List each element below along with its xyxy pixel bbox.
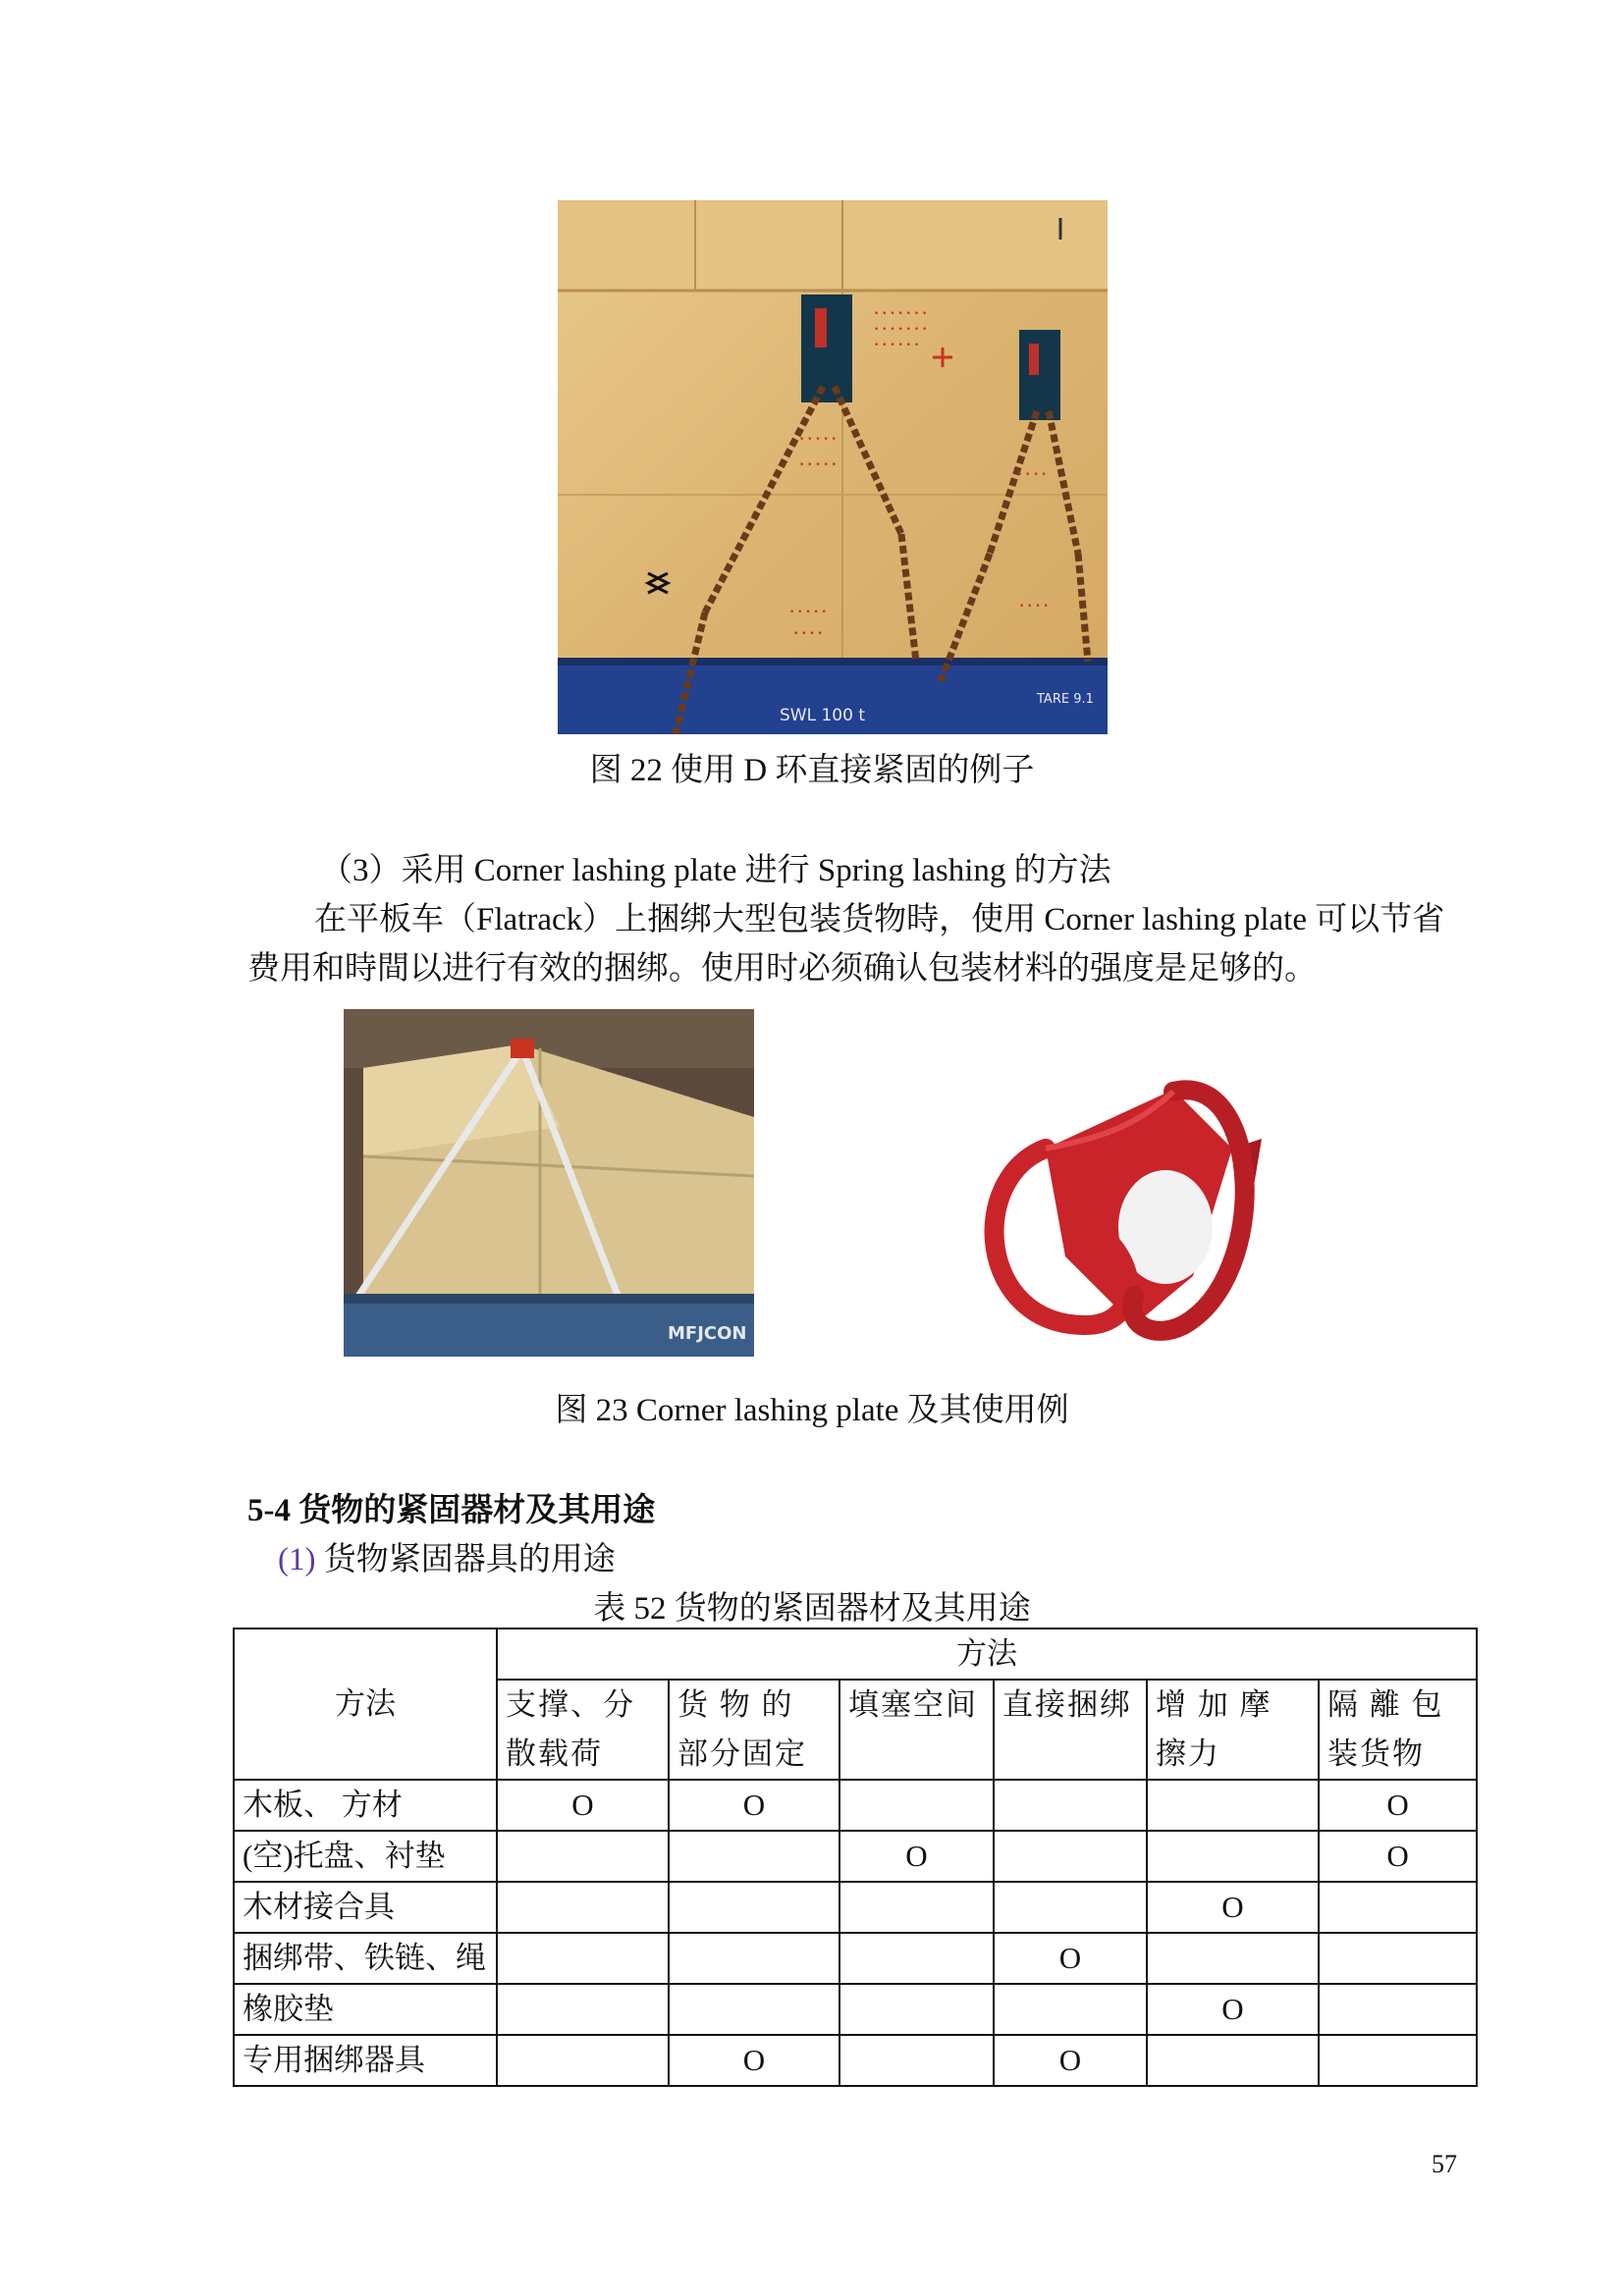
table-cell — [1147, 1831, 1319, 1882]
table-cell — [669, 1984, 839, 2035]
table-cell — [1319, 2035, 1477, 2086]
svg-text:• • • • • •: • • • • • • — [874, 341, 920, 350]
table-cell — [497, 1984, 669, 2035]
table-row — [234, 1933, 1477, 1984]
row-label: 专用捆绑器具 — [234, 2035, 497, 2086]
table-cell — [497, 1933, 669, 1984]
table-corner-header: 方法 — [234, 1629, 497, 1780]
column-header: 货 物 的 部分固定 — [669, 1680, 839, 1780]
table-row — [234, 2035, 1477, 2086]
table-cell — [497, 1882, 669, 1933]
subsection-1-heading — [278, 1533, 616, 1579]
page-number: 57 — [1432, 2150, 1457, 2178]
table-cell: O — [669, 1780, 839, 1831]
subsection-number: (1) — [278, 1542, 316, 1577]
svg-text:• • • • • • •: • • • • • • • — [874, 325, 928, 335]
table-cell — [669, 1831, 839, 1882]
svg-text:• • • • •: • • • • • — [789, 608, 827, 617]
table-cell: O — [994, 1933, 1147, 1984]
table-cell — [839, 2035, 994, 2086]
row-label: 木板、 方材 — [234, 1780, 497, 1831]
row-label: 捆绑带、铁链、绳 — [234, 1933, 497, 1984]
table-cell — [994, 1831, 1147, 1882]
swl-marking: SWL 100 t — [780, 706, 865, 725]
svg-text:• • • • •: • • • • • — [799, 435, 837, 445]
table-cell — [669, 1933, 839, 1984]
row-label: 木材接合具 — [234, 1882, 497, 1933]
table-cell — [839, 1933, 994, 1984]
table-cell: O — [1147, 1882, 1319, 1933]
column-header: 直接捆绑 — [994, 1680, 1147, 1780]
table-cell — [497, 2035, 669, 2086]
section-3-body-line-2: 费用和時間以进行有效的捆绑。使用时必须确认包装材料的强度是足够的。 — [247, 951, 1317, 987]
svg-text:• • • •: • • • • — [1019, 602, 1049, 612]
table-cell — [1147, 1933, 1319, 1984]
svg-text:• • • •: • • • • — [1017, 470, 1047, 480]
mfjcon-marking: MFJCON — [668, 1323, 747, 1344]
fastening-materials-table — [233, 1628, 1478, 2087]
section-3-body-line-1: 在平板车（Flatrack）上捆绑大型包装货物時，使用 Corner lashing plate 可以节省 — [314, 902, 1445, 937]
row-label: 橡胶垫 — [234, 1984, 497, 2035]
table-cell: O — [1147, 1984, 1319, 2035]
svg-text:• • • • • • •: • • • • • • • — [874, 309, 928, 319]
table-row — [234, 1831, 1477, 1882]
table-cell — [497, 1831, 669, 1882]
table-cell — [1319, 1933, 1477, 1984]
column-header: 填塞空间 — [839, 1680, 994, 1780]
column-header: 隔 離 包 装货物 — [1319, 1680, 1477, 1780]
table-cell — [839, 1984, 994, 2035]
subsection-text: 货物紧固器具的用途 — [323, 1542, 616, 1577]
table-cell — [994, 1882, 1147, 1933]
column-header: 增 加 摩 擦力 — [1147, 1680, 1319, 1780]
svg-text:• • • • •: • • • • • — [799, 460, 837, 470]
row-label: (空)托盘、衬垫 — [234, 1831, 497, 1882]
crate-d-ring-photo — [558, 200, 1108, 734]
section-3-heading: （3）采用 Corner lashing plate 进行 Spring lashing 的方法 — [320, 853, 1111, 888]
column-header: 支撑、分散载荷 — [497, 1680, 669, 1780]
table-group-header: 方法 — [497, 1629, 1477, 1680]
figure-23-caption: 图 23 Corner lashing plate 及其使用例 — [555, 1393, 1069, 1428]
table-cell — [1319, 1882, 1477, 1933]
table-cell — [994, 1780, 1147, 1831]
table-cell: O — [1319, 1780, 1477, 1831]
table-52-caption: 表 52 货物的紧固器材及其用途 — [593, 1591, 1031, 1627]
table-cell — [669, 1882, 839, 1933]
tare-marking: TARE 9.1 — [1037, 692, 1094, 707]
svg-text:• • • •: • • • • — [793, 629, 823, 639]
table-cell — [839, 1780, 994, 1831]
table-row — [234, 1882, 1477, 1933]
table-cell — [1147, 1780, 1319, 1831]
table-cell — [1319, 1984, 1477, 2035]
table-cell — [1147, 2035, 1319, 2086]
table-cell — [994, 1984, 1147, 2035]
table-row — [234, 1780, 1477, 1831]
table-cell: O — [839, 1831, 994, 1882]
table-cell — [839, 1882, 994, 1933]
section-5-4-heading: 5-4 货物的紧固器材及其用途 — [247, 1493, 656, 1528]
table-cell: O — [497, 1780, 669, 1831]
table-cell: O — [994, 2035, 1147, 2086]
table-cell: O — [1319, 1831, 1477, 1882]
table-row — [234, 1984, 1477, 2035]
figure-22-caption: 图 22 使用 D 环直接紧固的例子 — [589, 753, 1035, 788]
table-cell: O — [669, 2035, 839, 2086]
flatrack-crate-photo — [344, 1009, 754, 1357]
corner-lashing-plate-photo — [938, 1031, 1311, 1355]
